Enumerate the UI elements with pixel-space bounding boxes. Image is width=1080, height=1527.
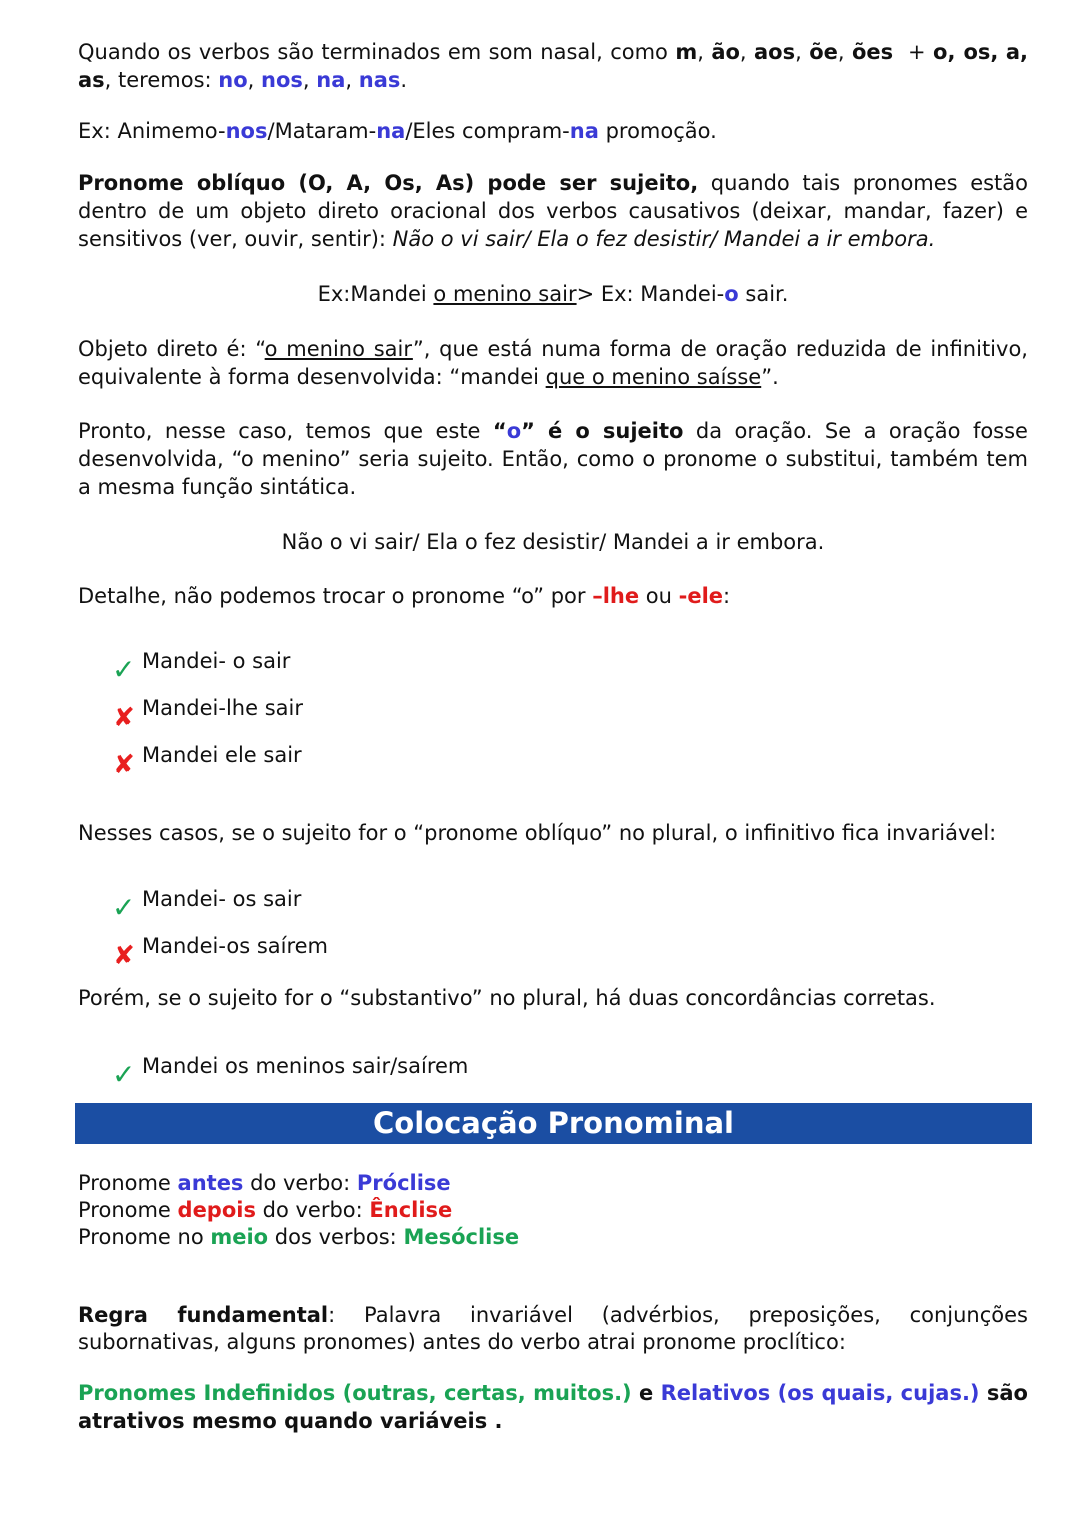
list-item-incorrect — [112, 930, 329, 971]
text: ”. — [761, 365, 779, 389]
underlined-phrase: o menino sair — [433, 282, 577, 306]
keyword-meio: meio — [210, 1225, 269, 1249]
list-item-incorrect — [112, 739, 302, 780]
result-no: no — [218, 68, 248, 92]
list-item-correct — [112, 883, 302, 924]
bold-text: são atrativos mesmo quando variáveis . — [78, 1381, 1028, 1433]
text: Pronome no — [78, 1225, 211, 1249]
list-item-incorrect — [112, 692, 303, 733]
text: Detalhe, não podemos trocar o pronome “o” por — [78, 584, 593, 608]
list-item-text: Mandei- o sair — [142, 649, 291, 673]
term-mesoclise: Mesóclise — [403, 1225, 520, 1249]
underlined-phrase: o menino sair — [264, 337, 413, 361]
text: Objeto direto é: “ — [78, 337, 265, 361]
pronoun-lhe: –lhe — [592, 584, 640, 608]
ending-aos: aos — [754, 40, 796, 64]
bold-heading: Pronome oblíquo (O, A, Os, As) pode ser sujeito, — [78, 171, 699, 195]
list-item-text: Mandei os meninos sair/saírem — [142, 1054, 469, 1078]
text: /Mataram- — [267, 119, 377, 143]
pronouns-a-as: a, as — [78, 40, 1028, 92]
ending-oe: õe — [809, 40, 838, 64]
text: , teremos: — [104, 68, 219, 92]
italic-examples: Não o vi sair/ Ela o fez desistir/ Mandei a ir embora. — [392, 227, 936, 251]
cross-icon: ✘ — [113, 941, 135, 971]
paragraph-pronome-obliquo — [78, 169, 1028, 253]
text: e — [631, 1381, 661, 1405]
keyword-antes: antes — [177, 1171, 244, 1195]
text: da oração. Se a oração fosse desenvolvida, “o menino” seria sujeito. Então, como o pronome o substitui, também tem a mesma função sintática. — [78, 419, 1028, 499]
bold-sujeito: ” é o sujeito — [521, 419, 684, 443]
ending-ao: ão — [711, 40, 740, 64]
section-banner-colocacao-pronominal: Colocação Pronominal — [75, 1103, 1032, 1144]
paragraph-detalhe — [78, 582, 1028, 610]
check-icon: ✓ — [112, 891, 136, 924]
pronoun-o: o — [724, 282, 739, 306]
pronoun-na: na — [569, 119, 599, 143]
definition-mesoclise — [78, 1224, 1028, 1251]
keyword-depois: depois — [177, 1198, 256, 1222]
paragraph-objeto-direto — [78, 335, 1028, 391]
list-item-text: Mandei- os sair — [142, 887, 302, 911]
underlined-phrase: que o menino saísse — [545, 365, 762, 389]
text: Ex:Mandei — [317, 282, 434, 306]
paragraph-atrativos — [78, 1379, 1028, 1435]
list-item-text: Mandei-os saírem — [142, 934, 329, 958]
text: Pronto, nesse caso, temos que este — [78, 419, 493, 443]
check-icon: ✓ — [112, 653, 136, 686]
cross-icon: ✘ — [113, 750, 135, 780]
text: do verbo: — [255, 1198, 370, 1222]
text: > Ex: Mandei- — [576, 282, 725, 306]
paragraph-nasal-example — [78, 117, 1028, 145]
definition-proclise — [78, 1170, 1028, 1197]
pronoun-na: na — [376, 119, 406, 143]
text: dos verbos: — [268, 1225, 404, 1249]
text: Pronome — [78, 1198, 178, 1222]
list-item-correct — [112, 1050, 469, 1091]
pronouns-o-os: o, os, — [933, 40, 999, 64]
paragraph-nasal-verbs: Quando os verbos são terminados em som nasal, como m, ão, aos, õe, ões + o, os, a, as, teremos: no, nos, na, nas. — [78, 40, 1028, 92]
cross-icon: ✘ — [113, 703, 135, 733]
text: : Palavra invariável (advérbios, preposições, conjunções subornativas, alguns pronomes) antes do verbo atrai pronome proclítico: — [78, 1303, 1028, 1354]
pronomes-indefinidos: Pronomes Indefinidos (outras, certas, muitos.) — [78, 1381, 632, 1405]
result-nos: nos — [261, 68, 303, 92]
text: Quando os verbos são terminados em som nasal, como — [78, 40, 676, 64]
quote: “ — [492, 419, 507, 443]
list-item-text: Mandei-lhe sair — [142, 696, 303, 720]
text: ou — [639, 584, 679, 608]
bold-heading: Regra fundamental — [78, 1303, 329, 1327]
pronoun-ele: -ele — [678, 584, 724, 608]
text: ”, que está numa forma de oração reduzida de infinitivo, equivalente à forma desenvolvida: “mandei — [78, 337, 1028, 389]
definition-enclise — [78, 1197, 1028, 1224]
text: promoção. — [598, 119, 717, 143]
ending-m: m — [675, 40, 698, 64]
term-enclise: Ênclise — [369, 1198, 453, 1222]
result-nas: nas — [358, 68, 401, 92]
text: do verbo: — [243, 1171, 357, 1195]
paragraph-example-centered — [78, 280, 1028, 308]
text: : — [723, 584, 731, 608]
paragraph-regra-fundamental — [78, 1302, 1028, 1356]
text: sair. — [738, 282, 789, 306]
pronomes-relativos: Relativos (os quais, cujas.) — [660, 1381, 980, 1405]
ending-oes: ões — [851, 40, 894, 64]
result-na: na — [316, 68, 346, 92]
colocacao-definitions — [78, 1170, 1028, 1251]
plus-sign: + — [893, 40, 934, 64]
text: Ex: Animemo- — [78, 119, 226, 143]
term-proclise: Próclise — [356, 1171, 451, 1195]
text: Pronome — [78, 1171, 178, 1195]
check-icon: ✓ — [112, 1058, 136, 1091]
text: quando tais pronomes estão dentro de um objeto direto oracional dos verbos causativos (deixar, mandar, fazer) e sensitivos (ver, ouvir, sentir): — [78, 171, 1029, 251]
list-item-text: Mandei ele sair — [142, 743, 302, 767]
paragraph-porem: Porém, se o sujeito for o “substantivo” no plural, há duas concordâncias corretas. — [78, 986, 936, 1010]
text: /Eles compram- — [405, 119, 570, 143]
list-item-correct — [112, 645, 291, 686]
paragraph-nesses-casos: Nesses casos, se o sujeito for o “pronome oblíquo” no plural, o infinitivo fica invariável: — [78, 821, 997, 845]
pronoun-o: o — [506, 419, 522, 443]
paragraph-pronto — [78, 417, 1028, 501]
paragraph-examples-centered: Não o vi sair/ Ela o fez desistir/ Mandei a ir embora. — [281, 530, 825, 554]
pronoun-nos: nos — [225, 119, 268, 143]
